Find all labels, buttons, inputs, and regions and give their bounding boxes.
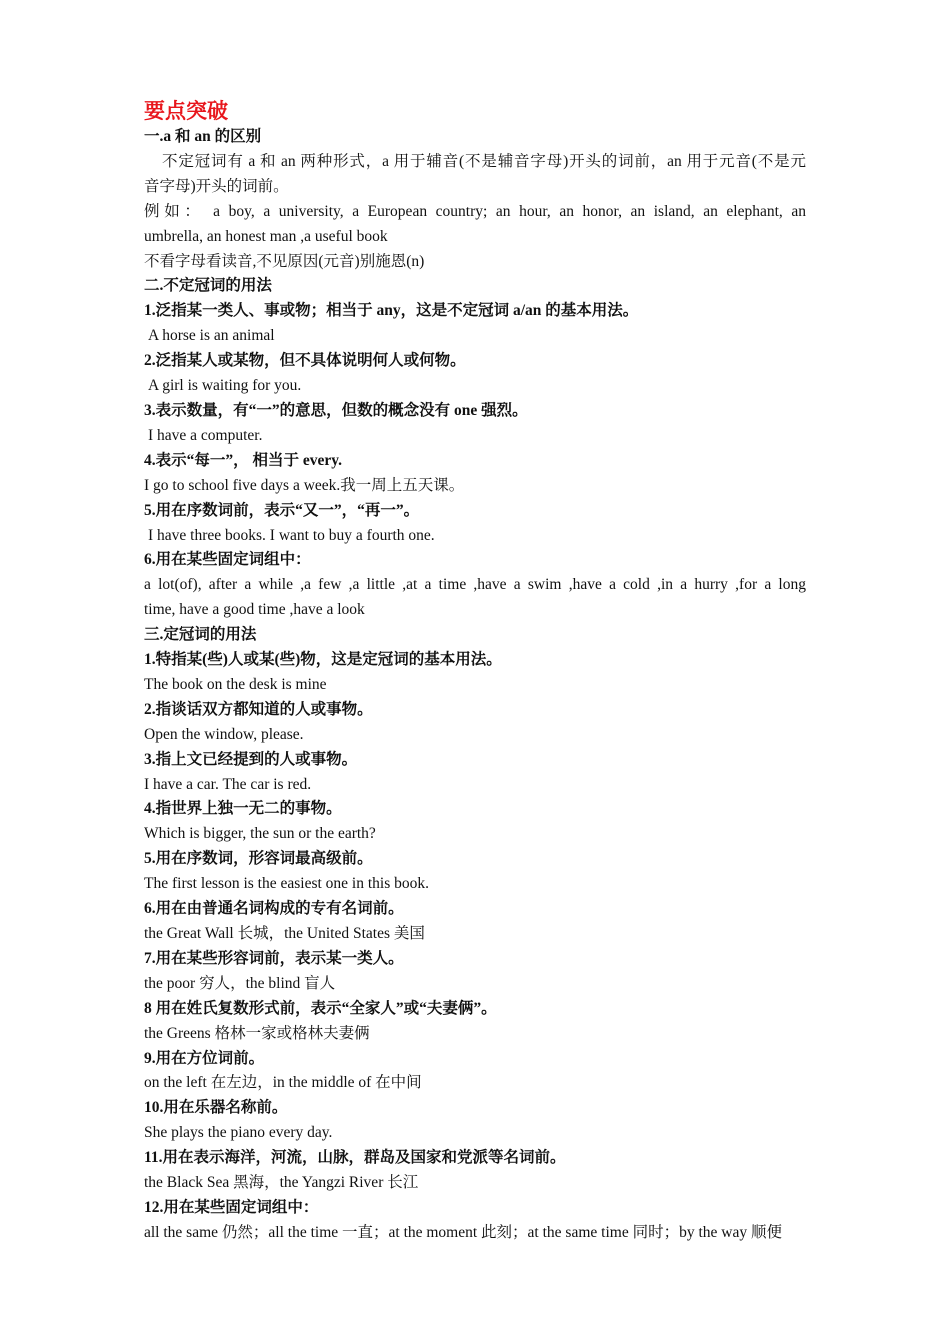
- section-3-rule-5: 5.用在序数词，形容词最高级前。: [144, 850, 373, 868]
- section-3-rule-2: 2.指谈话双方都知道的人或事物。: [144, 700, 373, 718]
- section-2-rule-2: 2.泛指某人或某物，但不具体说明何人或何物。: [144, 352, 466, 370]
- section-1-mnemonic: 不看字母看读音,不见原因(元音)别施恩(n): [144, 252, 425, 270]
- section-3-rule-12: 12.用在某些固定词组中：: [144, 1198, 319, 1216]
- section-3-rule-3: 3.指上文已经提到的人或事物。: [144, 750, 358, 768]
- page-title: 要点突破: [144, 99, 228, 123]
- section-3-rule-1: 1.特指某(些)人或某(些)物，这是定冠词的基本用法。: [144, 651, 502, 669]
- section-1-rule-line2: 音字母)开头的词前。: [144, 177, 289, 195]
- section-2-example-6-line1: a lot(of), after a while ,a few ,a little ,at a time ,have a swim ,have a cold ,in a hurry ,for a long: [144, 576, 806, 594]
- section-3-example-10: She plays the piano every day.: [144, 1124, 333, 1142]
- section-3-example-5: The first lesson is the easiest one in this book.: [144, 875, 429, 893]
- section-2-example-3: I have a computer.: [148, 426, 263, 444]
- document-body: [144, 96, 806, 1246]
- section-3-rule-8: 8 用在姓氏复数形式前，表示“全家人”或“夫妻俩”。: [144, 999, 497, 1017]
- section-2-title: 二.不定冠词的用法: [144, 277, 272, 295]
- section-3-example-1: The book on the desk is mine: [144, 675, 327, 693]
- section-2-example-1: A horse is an animal: [148, 327, 275, 345]
- section-3-example-6: the Great Wall 长城，the United States 美国: [144, 925, 425, 942]
- section-2-rule-5: 5.用在序数词前，表示“又一”，“再一”。: [144, 501, 420, 519]
- section-3-rule-9: 9.用在方位词前。: [144, 1049, 265, 1067]
- section-3-rule-7: 7.用在某些形容词前，表示某一类人。: [144, 949, 404, 967]
- section-3-example-9: on the left 在左边，in the middle of 在中间: [144, 1074, 422, 1092]
- section-1-rule-line1: 不定冠词有 a 和 an 两种形式，a 用于辅音(不是辅音字母)开头的词前，an 用于元音(不是元: [162, 152, 806, 170]
- section-3-title: 三.定冠词的用法: [144, 626, 257, 644]
- section-3-rule-6: 6.用在由普通名词构成的专有名词前。: [144, 900, 404, 918]
- section-3-example-3: I have a car. The car is red.: [144, 775, 312, 793]
- section-3-rule-11: 11.用在表示海洋，河流，山脉，群岛及国家和党派等名词前。: [144, 1149, 566, 1167]
- section-1-title: 一.a 和 an 的区别: [144, 128, 262, 145]
- section-3-example-7: the poor 穷人，the blind 盲人: [144, 974, 336, 992]
- section-2-rule-3: 3.表示数量，有“一”的意思，但数的概念没有 one 强烈。: [144, 401, 528, 419]
- section-1-example-line1: 例如： a boy, a university, a European country; an hour, an honor, an island, an elephant, an: [144, 202, 806, 220]
- section-3-example-4: Which is bigger, the sun or the earth?: [144, 825, 376, 843]
- section-2-example-4: I go to school five days a week.我一周上五天课。: [144, 476, 465, 494]
- section-3-example-11: the Black Sea 黑海，the Yangzi River 长江: [144, 1174, 419, 1192]
- section-2-example-5: I have three books. I want to buy a fourth one.: [148, 526, 435, 544]
- section-1-example-line2: umbrella, an honest man ,a useful book: [144, 227, 388, 245]
- section-3-rule-4: 4.指世界上独一无二的事物。: [144, 800, 342, 818]
- section-3-example-2: Open the window, please.: [144, 725, 304, 743]
- section-2-example-2: A girl is waiting for you.: [148, 377, 302, 395]
- section-2-rule-4: 4.表示“每一”， 相当于 every.: [144, 451, 343, 469]
- section-3-example-12: all the same 仍然；all the time 一直；at the moment 此刻；at the same time 同时；by the way 顺便: [144, 1223, 782, 1241]
- section-2-rule-1: 1.泛指某一类人、事或物；相当于 any，这是不定冠词 a/an 的基本用法。: [144, 302, 639, 320]
- section-2-example-6-line2: time, have a good time ,have a look: [144, 601, 365, 619]
- section-3-rule-10: 10.用在乐器名称前。: [144, 1099, 288, 1117]
- section-2-rule-6: 6.用在某些固定词组中：: [144, 551, 311, 569]
- section-3-example-8: the Greens 格林一家或格林夫妻俩: [144, 1024, 370, 1042]
